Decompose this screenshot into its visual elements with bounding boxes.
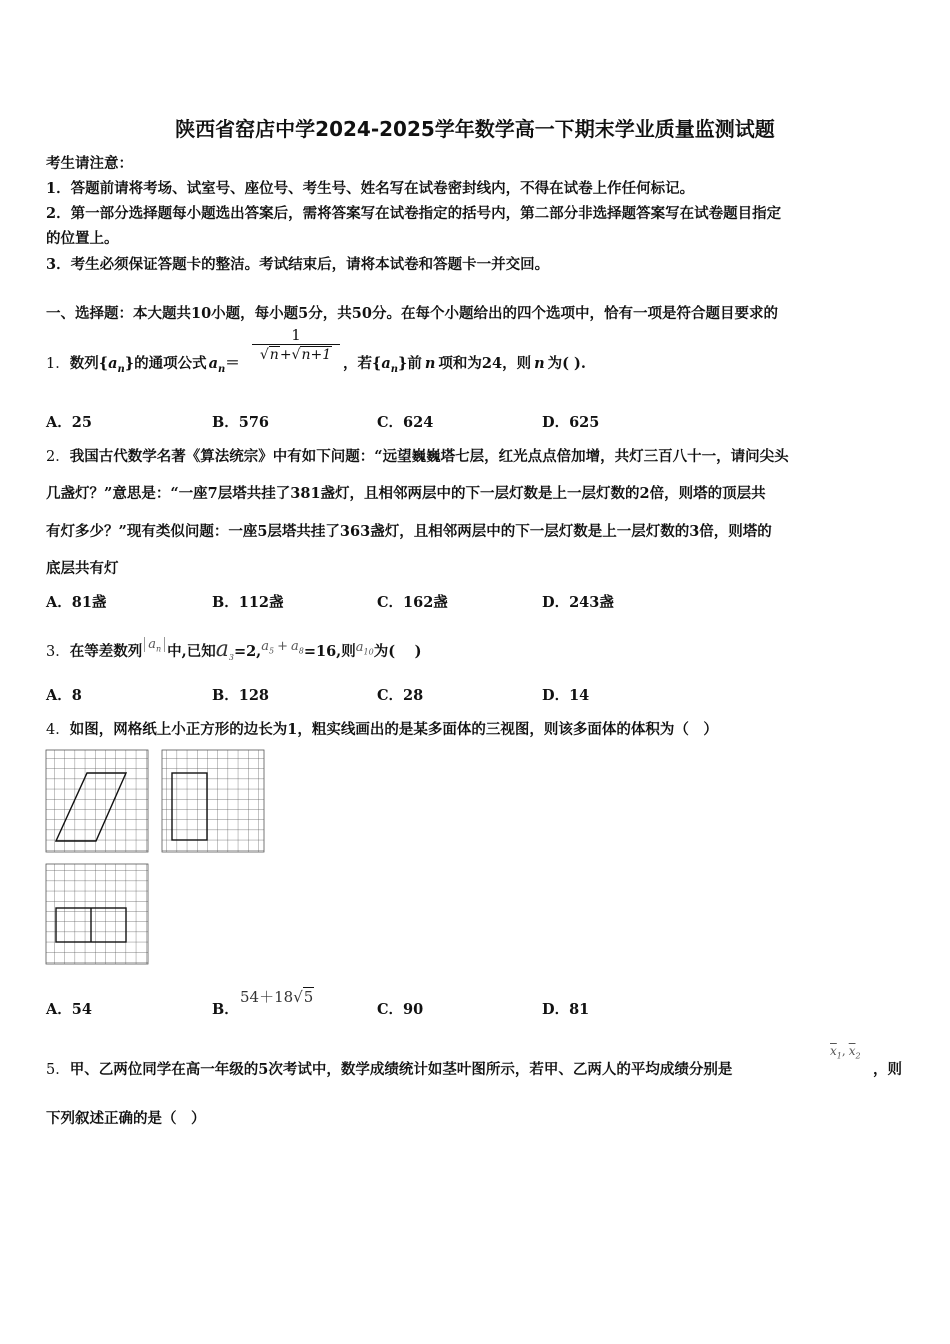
question-1: 1．数列$\{a_n\}$的通项公式 $a_n=$ [46,355,240,375]
q4-option-c[interactable]: C．90 [377,1001,424,1018]
notice-heading: 考生请注意： [46,155,133,172]
q2-option-c[interactable]: C．162盏 [377,594,448,611]
q3-option-b[interactable]: B．128 [212,687,270,704]
notice-item-2: 2．第一部分选择题每小题选出答案后，需将答案写在试卷指定的括号内，第二部分非选择题答案写在试卷题目指定 [46,205,782,222]
question-4: 4．如图，网格纸上小正方形的边长为1，粗实线画出的是某多面体的三视图，则该多面体的体积为（ ） [46,721,718,738]
question-1-tail: ，若$\{a_n\}$前 n 项和为24，则 n 为( ). [343,355,586,375]
q1-formula: $\frac{1}{√n+√n+1}$ [252,326,340,365]
page-title: 陕西省窑店中学2024-2025学年数学高一下期末学业质量监测试题 [175,117,775,141]
q1-number: 1． [46,356,70,372]
question-3: 3．在等差数列 $a_n$ 中,已知$a_3=2,a_5 + a_8=16$,则$a_{10}$为( ) [46,637,422,662]
notice-item-2-cont: 的位置上。 [46,230,119,247]
notice-item-3: 3．考生必须保证答题卡的整洁。考试结束后，请将本试卷和答题卡一并交回。 [46,256,550,273]
notice-item-1: 1．答题前请将考场、试室号、座位号、考生号、姓名写在试卷密封线内，不得在试卷上作任何标记。 [46,180,695,197]
q3-option-a[interactable]: A．8 [46,687,82,704]
question-2-line-2: 几盏灯？”意思是：“一座7层塔共挂了381盏灯，且相邻两层中的下一层灯数是上一层灯数的2倍，则塔的顶层共 [46,485,766,502]
question-2-line-1: 2．我国古代数学名著《算法统宗》中有如下问题：“远望巍巍塔七层，红光点点倍加增，共灯三百八十一，请问尖头 [46,448,789,465]
top-view [46,864,148,964]
question-5-line-2: 下列叙述正确的是（ ） [46,1110,206,1127]
question-5: 5．甲、乙两位同学在高一年级的5次考试中，数学成绩统计如茎叶图所示，若甲、乙两人的平均成绩分别是 [46,1061,733,1078]
q1-option-d[interactable]: D．625 [542,414,600,431]
q1-option-c[interactable]: C．624 [377,414,434,431]
front-view [46,750,148,852]
q2-option-a[interactable]: A．81盏 [46,594,107,611]
question-5-tail: ，则 [873,1061,902,1078]
question-2-line-3: 有灯多少？”现有类似问题：一座5层塔共挂了363盏灯，且相邻两层中的下一层灯数是上一层灯数的3倍，则塔的 [46,523,772,540]
q4-option-b-expr: 54＋18√5 [240,988,314,1006]
side-view [162,750,264,852]
section-heading: 一、选择题：本大题共10小题，每小题5分，共50分。在每个小题给出的四个选项中，恰有一项是符合题目要求的 [46,305,778,322]
q1-option-b[interactable]: B．576 [212,414,270,431]
q2-option-b[interactable]: B．112盏 [212,594,284,611]
q4-option-d[interactable]: D．81 [542,1001,590,1018]
q3-option-d[interactable]: D．14 [542,687,590,704]
q2-option-d[interactable]: D．243盏 [542,594,614,611]
question-2-line-4: 底层共有灯 [46,560,119,577]
q5-mean-symbols: $\overline{x}_1$, $\overline{x}_2$ [830,1044,861,1061]
q4-option-b[interactable]: B． [212,1001,239,1018]
three-view-figure [44,748,266,966]
q4-option-a[interactable]: A．54 [46,1001,92,1018]
q3-option-c[interactable]: C．28 [377,687,424,704]
q1-option-a[interactable]: A．25 [46,414,92,431]
